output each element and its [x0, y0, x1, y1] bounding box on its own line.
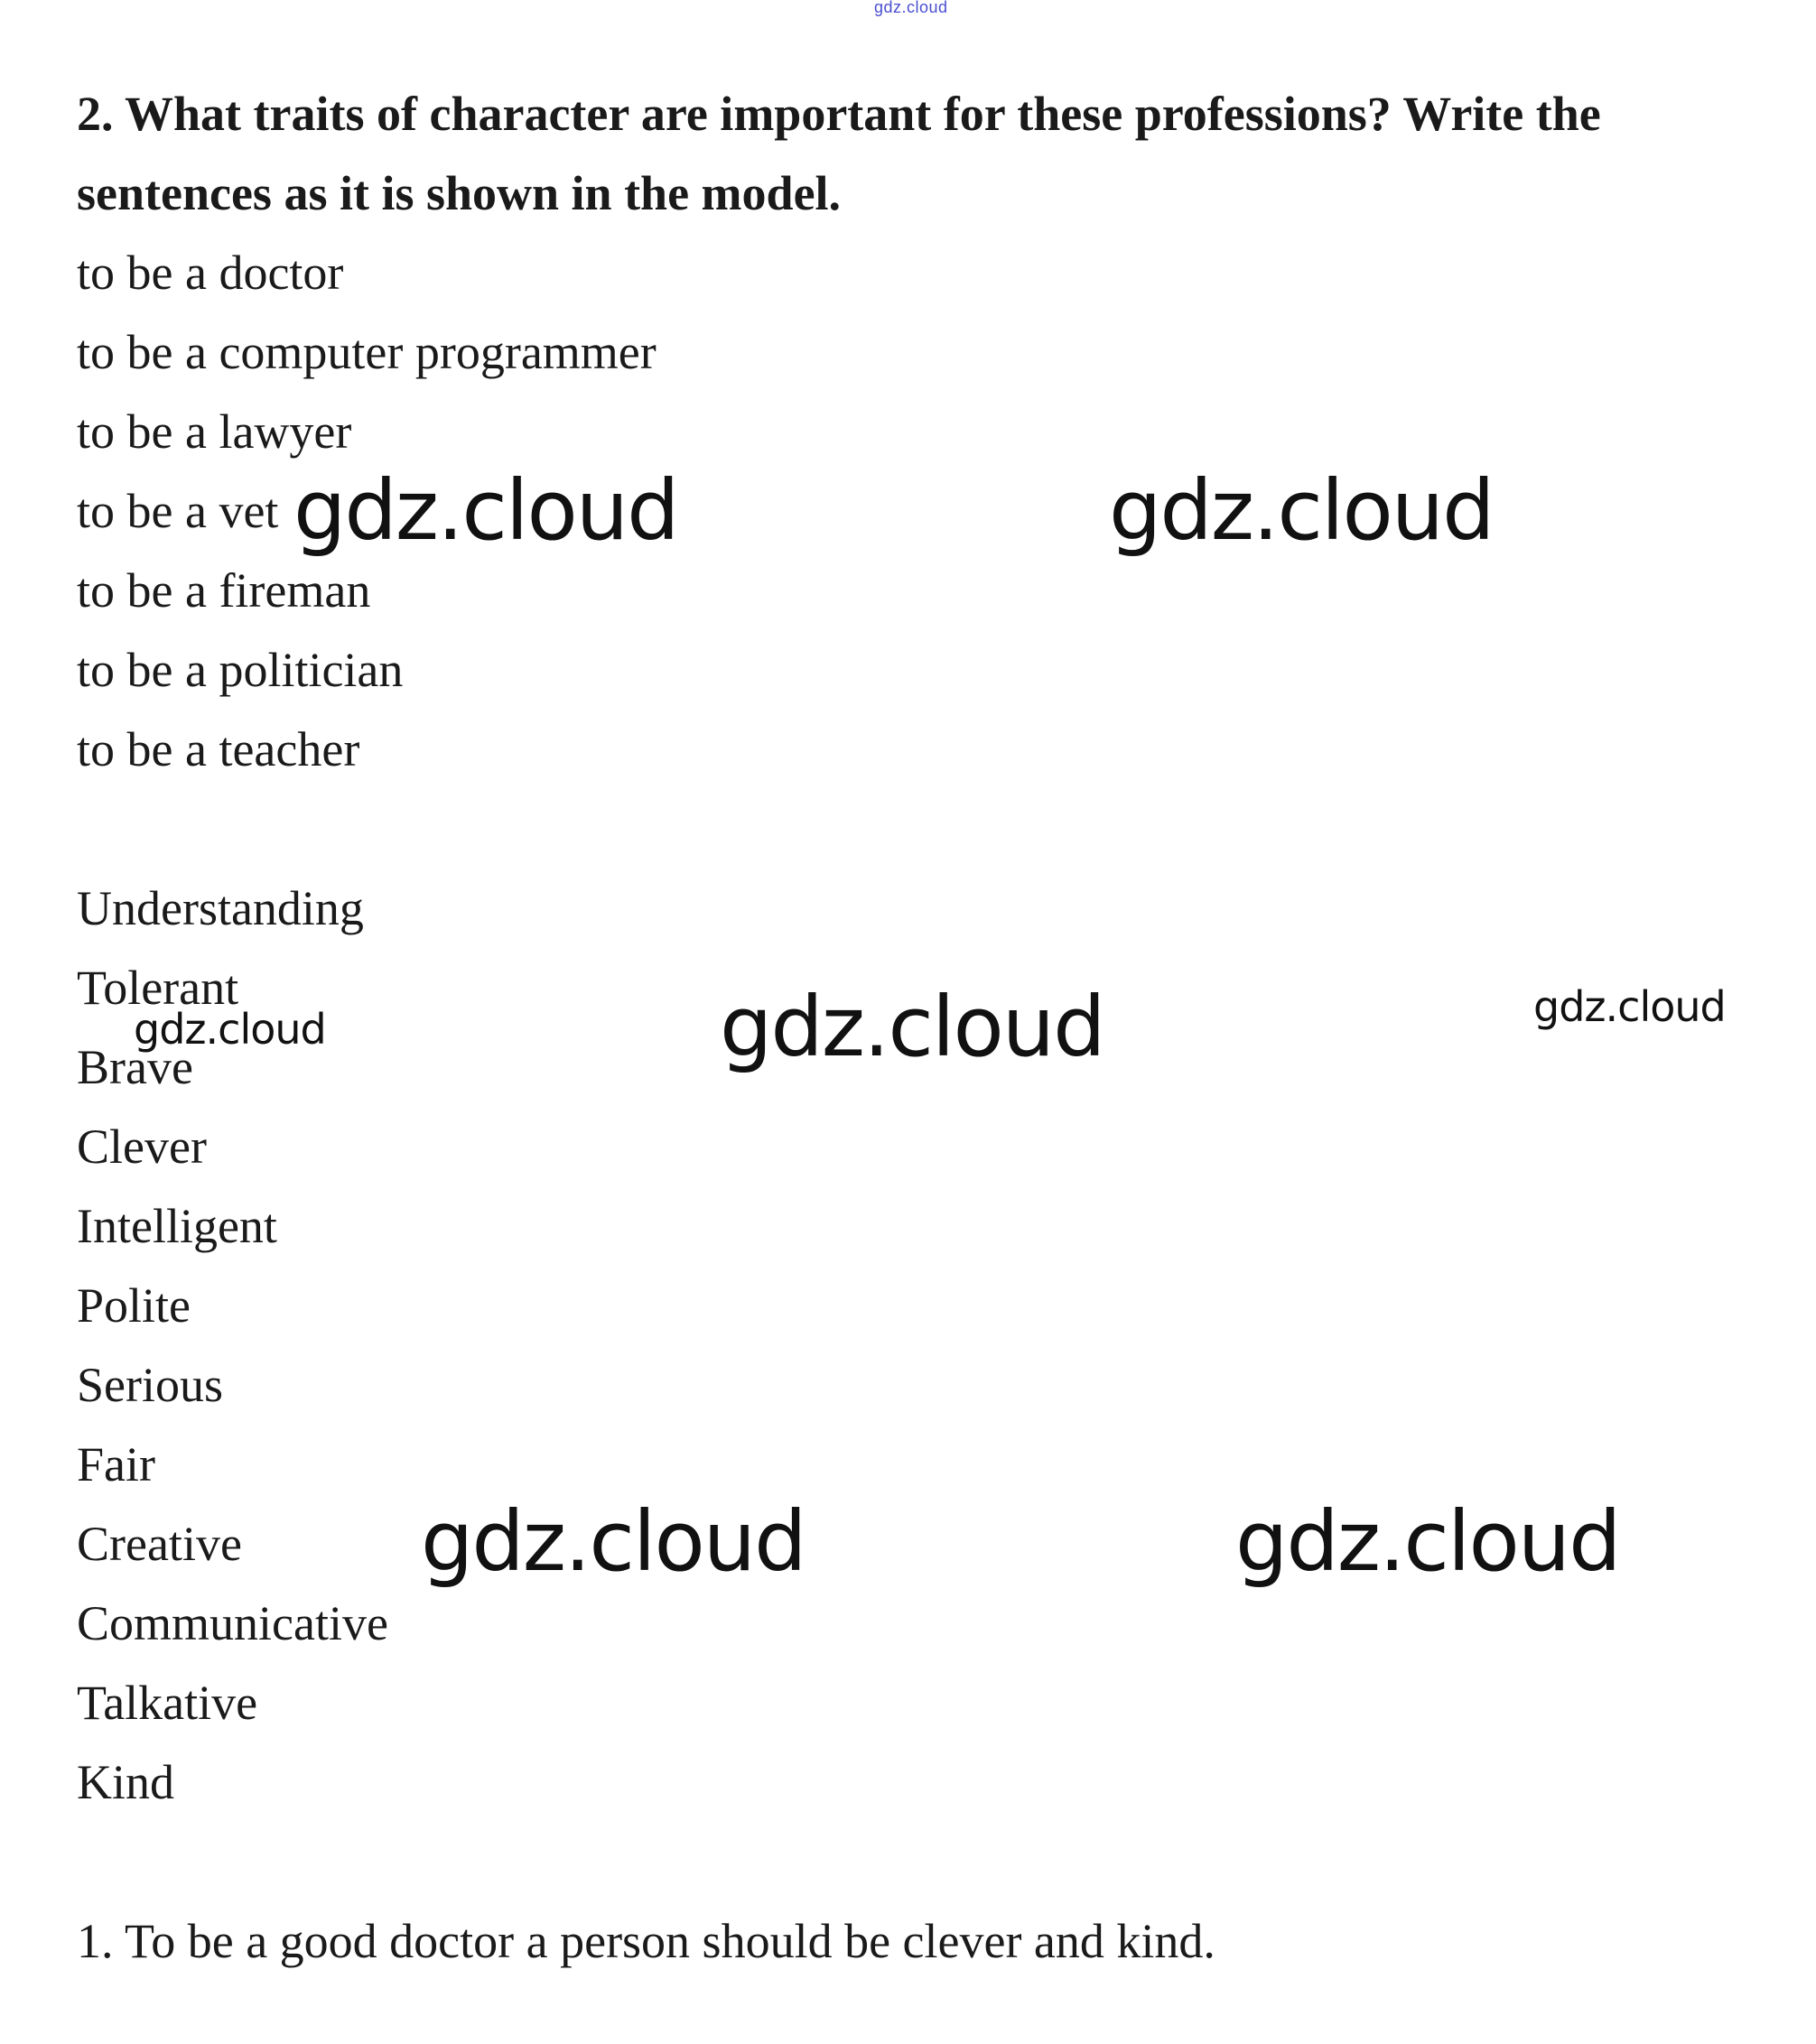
- task-title: 2. What traits of character are important for these professions? Write the sentences as it is shown in the model.: [77, 87, 1601, 220]
- profession-item: to be a doctor: [77, 246, 344, 300]
- model-answer: 1. To be a good doctor a person should be clever and kind.: [77, 1914, 1215, 1968]
- trait-item: Creative: [77, 1517, 242, 1571]
- trait-item: Brave: [77, 1040, 193, 1094]
- trait-item: Clever: [77, 1120, 207, 1174]
- trait-item: Kind: [77, 1755, 174, 1809]
- trait-item: Understanding: [77, 881, 364, 935]
- spacer: [77, 1822, 1756, 1901]
- top-watermark: gdz.cloud: [874, 0, 948, 16]
- profession-item: to be a teacher: [77, 722, 360, 776]
- watermark: gdz.cloud: [134, 1005, 326, 1054]
- trait-item: Serious: [77, 1358, 223, 1412]
- watermark: gdz.cloud: [293, 462, 678, 559]
- trait-item: Polite: [77, 1278, 191, 1333]
- trait-item: Fair: [77, 1437, 155, 1491]
- spacer: [77, 789, 1756, 869]
- watermark: gdz.cloud: [1235, 1493, 1620, 1590]
- watermark: gdz.cloud: [720, 979, 1104, 1075]
- profession-item: to be a vet: [77, 484, 279, 538]
- trait-item: Communicative: [77, 1596, 388, 1650]
- profession-item: to be a fireman: [77, 563, 371, 618]
- profession-item: to be a lawyer: [77, 404, 352, 459]
- profession-item: to be a politician: [77, 643, 404, 697]
- trait-item: Talkative: [77, 1676, 258, 1730]
- watermark: gdz.cloud: [1533, 982, 1726, 1031]
- trait-item: Tolerant: [77, 961, 239, 1015]
- watermark: gdz.cloud: [421, 1493, 806, 1590]
- watermark: gdz.cloud: [1109, 462, 1494, 559]
- trait-item: Intelligent: [77, 1199, 277, 1253]
- profession-item: to be a computer programmer: [77, 325, 657, 379]
